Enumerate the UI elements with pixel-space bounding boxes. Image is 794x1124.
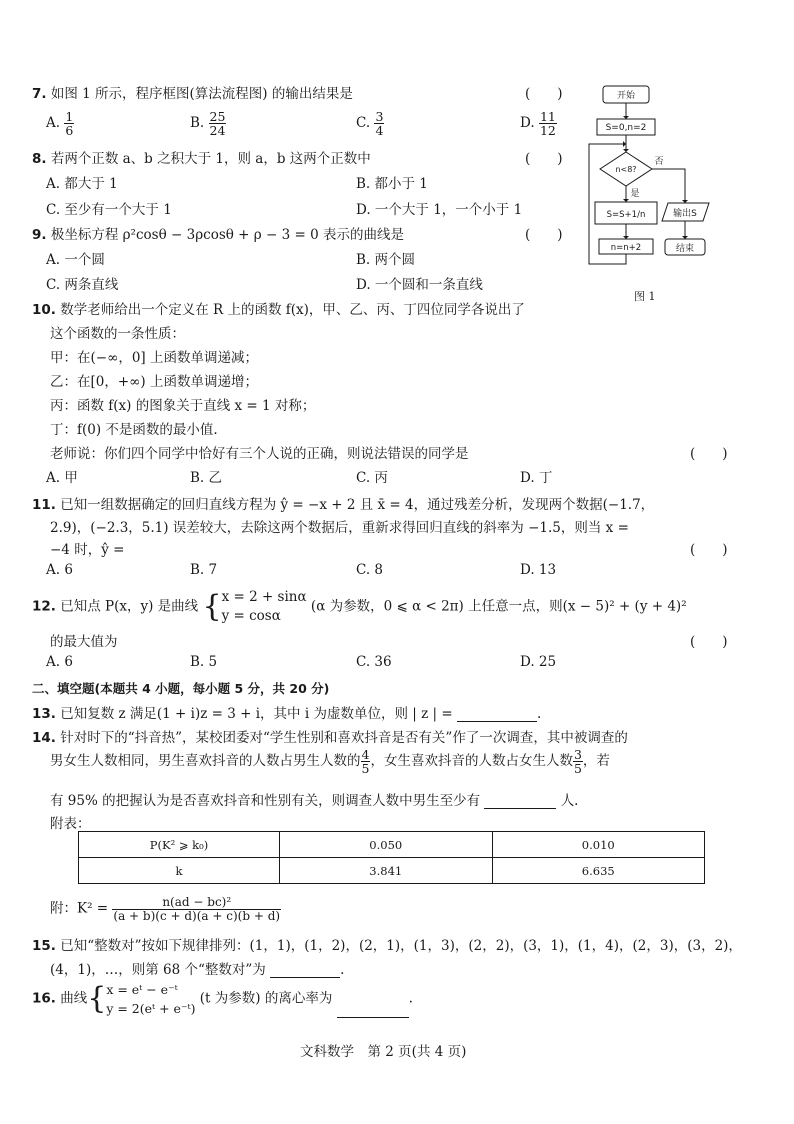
question-text-line: 这个函数的一条性质： xyxy=(50,326,185,342)
appendix-label: 附表： xyxy=(50,816,91,832)
equation-system xyxy=(222,588,307,626)
numerator: 3 xyxy=(573,747,582,762)
flowchart-condition-label: n<8? xyxy=(615,165,637,174)
flowchart-body-label: S=S+1/n xyxy=(606,210,646,220)
numerator: n(ad − bc)² xyxy=(112,896,281,910)
table-cell: P(K² ⩾ k₀) xyxy=(79,832,280,858)
answer-paren: ( ) xyxy=(525,86,563,102)
question-number: 13. xyxy=(32,706,56,722)
numerator: 1 xyxy=(65,109,74,124)
text-segment: 男女生人数相同，男生喜欢抖音的人数占男生人数的 xyxy=(50,753,361,770)
period: . xyxy=(408,990,413,1007)
denominator: (a + b)(c + d)(a + c)(b + d) xyxy=(113,908,281,923)
flowchart-start-label: 开始 xyxy=(616,91,636,101)
option-d: D. 一个大于 1，一个小于 1 xyxy=(356,202,523,218)
question-text: 针对时下的“抖音热”，某校团委对“学生性别和喜欢抖音是否有关”作了一次调查，其中被调查的 xyxy=(60,730,628,746)
option-c xyxy=(356,110,384,137)
answer-blank[interactable] xyxy=(337,1003,409,1018)
formula xyxy=(50,896,281,922)
statement-bing: 丙：函数 f(x) 的图象关于直线 x = 1 对称； xyxy=(50,398,316,414)
option-c: C. 36 xyxy=(356,654,392,670)
equation-line: y = 2(eᵗ + e⁻ᵗ) xyxy=(106,1001,196,1016)
question-12 xyxy=(32,588,687,626)
option-d xyxy=(520,110,557,137)
numerator: 3 xyxy=(375,109,384,124)
question-number: 7. xyxy=(32,86,47,102)
fraction xyxy=(112,896,281,922)
table-cell: 6.635 xyxy=(492,858,705,884)
equation-line: x = eᵗ − e⁻ᵗ xyxy=(106,982,178,997)
option-b: B. 7 xyxy=(190,562,218,578)
equation-system xyxy=(106,980,195,1018)
table-row xyxy=(79,858,705,884)
fraction xyxy=(374,110,384,137)
option-a: A. 一个圆 xyxy=(46,252,105,268)
text-segment: ，女生喜欢抖音的人数占女生人数 xyxy=(370,753,573,770)
question-number: 12. xyxy=(32,598,56,615)
option-c: C. 两条直线 xyxy=(46,277,119,293)
denominator: 12 xyxy=(539,123,556,139)
question-text-line: 2.9)，(−2.3，5.1) 误差较大，去除这两个数据后，重新求得回归直线的斜率为 −1.5，则当 x = xyxy=(50,520,629,536)
question-14 xyxy=(32,726,628,746)
question-number: 15. xyxy=(32,938,56,954)
period: . xyxy=(536,706,542,722)
option-c: C. 至少有一个大于 1 xyxy=(46,202,172,218)
option-d: D. 一个圆和一条直线 xyxy=(356,277,483,293)
flowchart-end-label: 结束 xyxy=(675,244,695,254)
figure-caption: 图 1 xyxy=(634,290,656,303)
question-number: 14. xyxy=(32,730,56,746)
table-cell: 0.010 xyxy=(492,832,705,858)
option-label: A. xyxy=(46,115,61,132)
text-segment: (4，1)，…，则第 68 个“整数对”为 xyxy=(50,962,266,978)
flowchart-no-label: 否 xyxy=(654,157,664,167)
question-text-line xyxy=(50,789,578,809)
denominator: 5 xyxy=(573,761,582,777)
table-cell: k xyxy=(79,858,280,884)
flowchart-output-label: 输出S xyxy=(673,209,697,219)
question-number: 10. xyxy=(32,302,56,318)
denominator: 24 xyxy=(209,123,226,139)
answer-blank[interactable] xyxy=(270,963,340,978)
formula-label: 附：K² = xyxy=(50,900,109,917)
equation-line: x = 2 + sinα xyxy=(221,589,307,605)
fraction xyxy=(64,110,74,137)
flowchart-increment-label: n=n+2 xyxy=(610,243,642,253)
brace: { xyxy=(202,589,222,624)
page-footer: 文科数学 第 2 页(共 4 页) xyxy=(300,1044,467,1060)
statement-ding: 丁：f(0) 不是函数的最小值. xyxy=(50,422,218,438)
answer-paren: ( ) xyxy=(690,446,728,462)
critical-value-table xyxy=(78,831,705,884)
question-text: 曲线 xyxy=(60,990,88,1007)
table-cell: 3.841 xyxy=(280,858,493,884)
question-text: 已知“整数对”按如下规律排列：(1，1)，(1，2)，(2，1)，(1，3)，(2，2)，(3，1)，(1，4)，(2，3)，(3，2)， xyxy=(60,938,742,954)
question-number: 11. xyxy=(32,497,56,513)
numerator: 4 xyxy=(361,747,370,762)
question-text: 已知点 P(x，y) 是曲线 xyxy=(60,598,199,615)
option-a: A. 6 xyxy=(46,562,73,578)
question-7 xyxy=(32,82,353,102)
option-label: B. xyxy=(190,115,205,132)
flowchart xyxy=(585,82,725,272)
question-11 xyxy=(32,493,654,513)
option-b xyxy=(190,110,226,137)
answer-paren: ( ) xyxy=(525,227,563,243)
option-a xyxy=(46,110,74,137)
question-number: 8. xyxy=(32,151,47,167)
arrow-no xyxy=(652,169,685,203)
question-text: (t 为参数) 的离心率为 xyxy=(199,990,333,1007)
question-9 xyxy=(32,223,404,243)
option-a: A. 甲 xyxy=(46,470,78,486)
answer-blank[interactable] xyxy=(457,707,537,722)
option-label: D. xyxy=(520,115,535,132)
option-d: D. 25 xyxy=(520,654,557,670)
answer-paren: ( ) xyxy=(690,542,728,558)
option-c: C. 8 xyxy=(356,562,384,578)
fraction xyxy=(209,110,227,137)
denominator: 5 xyxy=(361,761,370,777)
question-text: 若两个正数 a、b 之积大于 1，则 a，b 这两个正数中 xyxy=(50,151,371,167)
section-heading: 二、填空题(本题共 4 小题，每小题 5 分，共 20 分) xyxy=(32,681,330,696)
flowchart-init-label: S=0,n=2 xyxy=(605,123,647,133)
numerator: 11 xyxy=(539,109,556,124)
question-10 xyxy=(32,298,525,318)
equation-line: y = cosα xyxy=(221,608,281,624)
period: . xyxy=(340,962,345,978)
text-segment: 有 95% 的把握认为是否喜欢抖音和性别有关，则调查人数中男生至少有 xyxy=(50,793,481,809)
text-segment: 人. xyxy=(560,793,579,809)
statement-yi: 乙：在[0，+∞) 上函数单调递增； xyxy=(50,374,258,390)
option-label: C. xyxy=(356,115,371,132)
question-16 xyxy=(32,980,413,1018)
question-text: 已知一组数据确定的回归直线方程为 ŷ = −x + 2 且 x̄ = 4，通过残差分析，发现两个数据(−1.7， xyxy=(60,497,655,513)
option-b: B. 5 xyxy=(190,654,218,670)
question-15 xyxy=(32,934,742,954)
option-b: B. 乙 xyxy=(190,470,223,486)
teacher-statement: 老师说：你们四个同学中恰好有三个人说的正确，则说法错误的同学是 xyxy=(50,446,469,462)
numerator: 25 xyxy=(209,109,226,124)
option-a: A. 都大于 1 xyxy=(46,176,118,192)
question-text-line xyxy=(50,958,344,978)
flowchart-yes-label: 是 xyxy=(630,189,640,199)
question-number: 16. xyxy=(32,990,56,1007)
question-text: 数学老师给出一个定义在 R 上的函数 f(x)，甲、乙、丙、丁四位同学各说出了 xyxy=(60,302,525,318)
option-d: D. 13 xyxy=(520,562,557,578)
text-segment: ，若 xyxy=(582,753,610,770)
option-b: B. 都小于 1 xyxy=(356,176,428,192)
brace: { xyxy=(87,981,107,1016)
option-a: A. 6 xyxy=(46,654,73,670)
answer-paren: ( ) xyxy=(690,634,728,650)
table-row xyxy=(79,832,705,858)
question-text-line xyxy=(50,748,610,775)
question-13 xyxy=(32,702,541,722)
table-cell: 0.050 xyxy=(280,832,493,858)
fraction xyxy=(573,748,583,775)
question-number: 9. xyxy=(32,227,47,243)
question-text: (α 为参数，0 ⩽ α < 2π) 上任意一点，则(x − 5)² + (y + 4)² xyxy=(310,598,687,615)
question-8 xyxy=(32,147,371,167)
denominator: 6 xyxy=(65,123,74,139)
option-d: D. 丁 xyxy=(520,470,553,486)
denominator: 4 xyxy=(375,123,384,139)
option-c: C. 丙 xyxy=(356,470,388,486)
question-text: 如图 1 所示，程序框图(算法流程图) 的输出结果是 xyxy=(50,86,353,102)
answer-blank[interactable] xyxy=(484,794,556,809)
question-text: 已知复数 z 满足(1 + i)z = 3 + i，其中 i 为虚数单位，则 | z | = xyxy=(60,706,453,722)
statement-jia: 甲：在(−∞，0] 上函数单调递减； xyxy=(50,350,258,366)
option-b: B. 两个圆 xyxy=(356,252,416,268)
fraction xyxy=(539,110,557,137)
fraction xyxy=(361,748,371,775)
question-text-line: 的最大值为 xyxy=(50,634,118,650)
question-text: 极坐标方程 ρ²cosθ − 3ρcosθ + ρ − 3 = 0 表示的曲线是 xyxy=(50,227,404,243)
answer-paren: ( ) xyxy=(525,151,563,167)
question-text-line: −4 时，ŷ = xyxy=(50,542,125,558)
